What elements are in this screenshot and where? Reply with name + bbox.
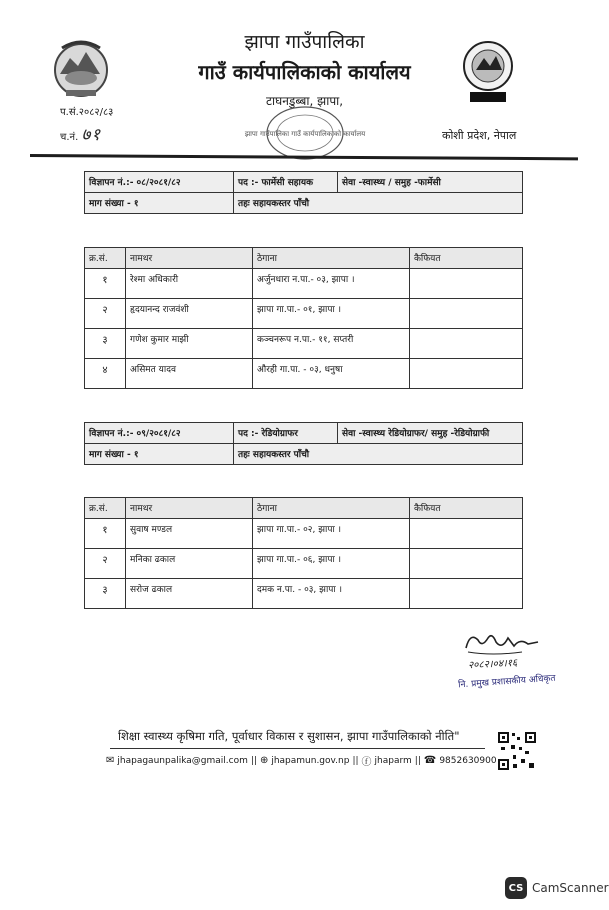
col-name-header: नामथर [126, 248, 253, 269]
row-name: हृदयानन्द राजवंशी [126, 299, 253, 329]
table-row [85, 299, 523, 329]
camscanner-watermark [505, 877, 609, 899]
facebook-icon: ⓕ [361, 757, 372, 768]
stamp-text: झापा गाउँपालिका गाउँ कार्यपालिकाको कार्यालय [244, 130, 366, 138]
row-address: औरही गा.पा. - ०३, धनुषा [253, 359, 410, 389]
phone-icon: ☎ [423, 755, 437, 766]
row-remark [410, 359, 523, 389]
row-sn: ३ [85, 579, 126, 609]
table-row [85, 269, 523, 299]
col-address-header: ठेगाना [253, 248, 410, 269]
row-address: झापा गा.पा.- ०२, झापा । [253, 519, 410, 549]
province-label: कोशी प्रदेश, नेपाल [442, 129, 517, 142]
footer-email: jhapagaunpalika@gmail.com [117, 755, 248, 766]
notice-2-level: तहः सहायकस्तर पाँचौ [234, 444, 523, 465]
notice-2-service: सेवा -स्वास्थ्य रेडियोग्राफर/ समुह -रेडियोग्राफी [338, 423, 523, 444]
col-address-header: ठेगाना [253, 498, 410, 519]
row-sn: ३ [85, 329, 126, 359]
signature-date: २०८२।०४।१६ [467, 657, 518, 672]
table-row [85, 359, 523, 389]
row-name: गणेश कुमार माझी [126, 329, 253, 359]
row-name: सरोज ढकाल [126, 579, 253, 609]
notice-2-demand: माग संख्या - १ [85, 444, 234, 465]
row-remark [410, 519, 523, 549]
notice-1-info-table [84, 171, 523, 214]
col-sn-header: क्र.सं. [85, 498, 126, 519]
dispatch-number [60, 122, 101, 145]
office-name: गाउँ कार्यपालिकाको कार्यालय [198, 60, 411, 84]
col-remarks-header: कैफियत [410, 248, 523, 269]
camscanner-logo-icon: CS [505, 877, 527, 899]
ref-letter-number: प.सं.२०८२/८३ [60, 107, 114, 118]
row-address: दमक न.पा. - ०३, झापा । [253, 579, 410, 609]
footer-contact [106, 753, 497, 768]
signatory-title: नि. प्रमुख प्रशासकीय अधिकृत [457, 673, 556, 691]
row-name: असिमत यादव [126, 359, 253, 389]
row-name: रेश्मा अधिकारी [126, 269, 253, 299]
camscanner-label: CamScanner [532, 881, 609, 895]
row-remark [410, 269, 523, 299]
footer-website: jhapamun.gov.np [271, 755, 350, 766]
office-address: टाघनडुब्बा, झापा, [266, 94, 344, 108]
dispatch-number-value: ७१ [81, 125, 102, 145]
table-row [85, 549, 523, 579]
qr-code-icon [497, 731, 537, 771]
dispatch-number-label: च.नं. [60, 132, 79, 143]
signature-icon [462, 628, 542, 658]
row-remark [410, 579, 523, 609]
row-sn: ४ [85, 359, 126, 389]
row-address: झापा गा.पा.- ०१, झापा । [253, 299, 410, 329]
notice-2-ad-number: विज्ञापन नं.:- ०९/२०८१/८२ [85, 423, 234, 444]
row-name: सुवाष मण्डल [126, 519, 253, 549]
notice-2-post: पद :- रेडियोग्राफर [234, 423, 338, 444]
col-name-header: नामथर [126, 498, 253, 519]
table-row [85, 329, 523, 359]
globe-icon: ⊕ [259, 755, 269, 766]
row-remark [410, 549, 523, 579]
row-sn: १ [85, 519, 126, 549]
col-remarks-header: कैफियत [410, 498, 523, 519]
row-address: कञ्चनरूप न.पा.- ११, सप्तरी [253, 329, 410, 359]
row-sn: २ [85, 549, 126, 579]
notice-1-demand: माग संख्या - १ [85, 193, 234, 214]
footer-separator: || [352, 755, 359, 766]
row-address: झापा गा.पा.- ०६, झापा । [253, 549, 410, 579]
notice-1-level: तहः सहायकस्तर पाँचौ [234, 193, 523, 214]
office-stamp-icon [244, 104, 366, 162]
footer-separator: || [250, 755, 257, 766]
table-row [85, 579, 523, 609]
footer-separator: || [414, 755, 421, 766]
municipality-name: झापा गाउँपालिका [244, 31, 365, 53]
table-row [85, 519, 523, 549]
row-remark [410, 299, 523, 329]
row-name: मनिका ढकाल [126, 549, 253, 579]
notice-1-candidates-table [84, 247, 523, 389]
mail-icon: ✉ [106, 755, 115, 766]
footer-motto: शिक्षा स्वास्थ्य कृषिमा गति, पूर्वाधार विकास र सुशासन, झापा गाउँपालिकाको नीति" [118, 729, 460, 743]
col-sn-header: क्र.सं. [85, 248, 126, 269]
row-sn: २ [85, 299, 126, 329]
footer-phone: 9852630900 [439, 755, 497, 766]
row-sn: १ [85, 269, 126, 299]
footer-divider [110, 748, 485, 749]
notice-2-candidates-table [84, 497, 523, 609]
notice-1-post: पद :- फार्मेसी सहायक [234, 172, 338, 193]
notice-1-ad-number: विज्ञापन नं.:- ०८/२०८१/८२ [85, 172, 234, 193]
footer-facebook: jhaparm [374, 755, 412, 766]
notice-1-service: सेवा -स्वास्थ्य / समुह -फार्मेसी [338, 172, 523, 193]
row-address: अर्जुनधारा न.पा.- ०३, झापा । [253, 269, 410, 299]
row-remark [410, 329, 523, 359]
notice-2-info-table [84, 422, 523, 465]
